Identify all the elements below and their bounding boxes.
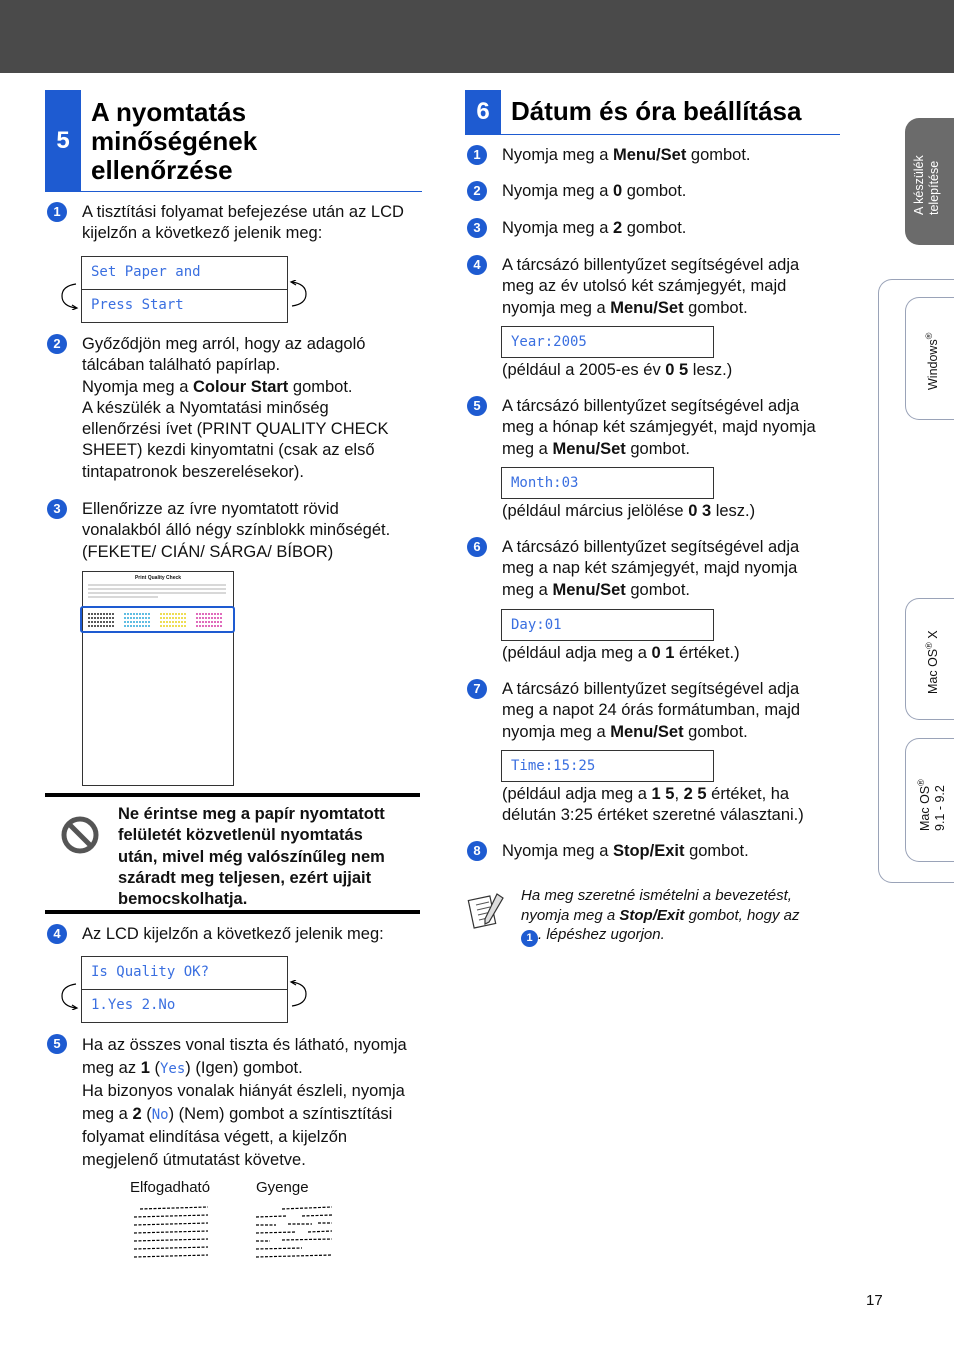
warning-box: [45, 793, 420, 914]
tab-label-sup: ®: [916, 779, 926, 786]
sheet-text-lines-icon: [88, 583, 228, 599]
tab-label-sup: ®: [924, 332, 934, 340]
step-3-text: Nyomja meg a 2 gombot.: [502, 219, 687, 237]
section-5-title: A nyomtatás minőségének ellenőrzése: [91, 97, 258, 185]
top-header-bar: [0, 0, 954, 73]
tab-machine-setup[interactable]: [905, 118, 954, 245]
section-5-number: 5: [45, 90, 81, 191]
tab-mac-os-9[interactable]: [905, 738, 954, 862]
tab-label-sup: ®: [924, 642, 934, 649]
lcd-row-1: Is Quality OK?: [91, 964, 210, 980]
step-2-text: Győződjön meg arról, hogy az adagoló tálcában található papírlap. Nyomja meg a Colour Start gombot. A készülék a Nyomtatási minőség ellenőrzési ívet (PRINT QUALITY CHECK SHEET) kezdi kinyomtatni (csak az első tintapatronok beszerelésekor).: [82, 335, 389, 481]
step-5-text: A tárcsázó billentyűzet segítségével adja meg a hónap két számjegyét, majd nyomja meg a Menu/Set gombot.: [502, 397, 816, 458]
step-7-text: A tárcsázó billentyűzet segítségével adja meg a napot 24 órás formátumban, majd nyomja meg a Menu/Set gombot.: [502, 680, 801, 741]
tab-label: Mac OS: [918, 785, 933, 831]
cycle-arrow-right-icon: [288, 280, 308, 308]
tab-label-line2: telepítése: [927, 160, 941, 215]
cycle-arrow-left-icon: [60, 282, 80, 310]
step-4-text: A tárcsázó billentyűzet segítségével adja meg az év utolsó két számjegyét, majd nyomja meg a Menu/Set gombot.: [502, 256, 800, 317]
step-2-text: Nyomja meg a 0 gombot.: [502, 182, 687, 200]
step-1-text: A tisztítási folyamat befejezése után az LCD kijelzőn a következő jelenik meg:: [82, 203, 404, 243]
step-bullet-3: 3: [47, 499, 67, 519]
step-bullet-7: 7: [467, 679, 487, 699]
step-3-text: Ellenőrizze az ívre nyomtatott rövid vonalakból álló négy színblokk minőségét. (FEKETE/ CIÁN/ SÁRGA/ BÍBOR): [82, 500, 391, 561]
step-4-text: Az LCD kijelzőn a következő jelenik meg:: [82, 925, 384, 943]
note-pencil-icon: [467, 890, 507, 930]
step-bullet-5: 5: [467, 396, 487, 416]
tab-label-line2: 9.1 - 9.2: [933, 785, 948, 831]
lcd-display-1: [81, 256, 288, 323]
step-bullet-2: 2: [47, 334, 67, 354]
step-bullet-1: 1: [47, 202, 67, 222]
section-6-number: 6: [465, 90, 501, 134]
step-bullet-1: 1: [467, 145, 487, 165]
lcd-row-1: Set Paper and: [91, 264, 201, 280]
sheet-title: Print Quality Check: [134, 575, 182, 581]
sample-acceptable-label: Elfogadható: [130, 1179, 211, 1196]
step-bullet-6: 6: [467, 537, 487, 557]
tab-label-line1: A készülék: [912, 155, 926, 215]
section-6-title: Dátum és óra beállítása: [511, 96, 802, 126]
step-4-example: (például a 2005-es év 0 5 lesz.): [502, 361, 733, 379]
step-1-text: Nyomja meg a Menu/Set gombot.: [502, 146, 751, 164]
warning-text: Ne érintse meg a papír nyomtatott felületét közvetlenül nyomtatás után, mivel még valószínűleg nem száradt meg teljesen, ezért ujjait bemocskolhatja.: [118, 805, 385, 909]
tab-label-post: X: [926, 630, 941, 643]
color-block-pattern-icon: [82, 608, 233, 631]
section-6-header: [465, 90, 840, 135]
lcd-day: Day:01: [501, 609, 714, 641]
prohibited-icon: [60, 815, 100, 855]
step-5-example: (például március jelölése 0 3 lesz.): [502, 502, 756, 520]
tab-label: Windows: [926, 339, 941, 390]
step-6-example: (például adja meg a 0 1 értéket.): [502, 644, 740, 662]
sample-acceptable-lines-icon: [130, 1205, 210, 1260]
cycle-arrow-left-icon: [60, 982, 80, 1010]
lcd-row-2: 1.Yes 2.No: [82, 989, 287, 1022]
lcd-time: Time:15:25: [501, 750, 714, 782]
lcd-year: Year:2005: [501, 326, 714, 358]
step-bullet-4: 4: [467, 255, 487, 275]
cycle-arrow-right-icon: [288, 980, 308, 1008]
step-bullet-2: 2: [467, 181, 487, 201]
step-6-text: A tárcsázó billentyűzet segítségével adja meg a nap két számjegyét, majd nyomja meg a Menu/Set gombot.: [502, 538, 800, 599]
lcd-month: Month:03: [501, 467, 714, 499]
sample-poor-label: Gyenge: [256, 1179, 309, 1196]
step-bullet-3: 3: [467, 218, 487, 238]
page-number: 17: [866, 1292, 883, 1309]
tab-mac-os-x[interactable]: [905, 598, 954, 720]
step-bullet-4: 4: [47, 924, 67, 944]
quality-check-sheet: [82, 571, 234, 786]
lcd-display-2: [81, 956, 288, 1023]
step-7-example: (például adja meg a 1 5, 2 5 értéket, ha délután 3:25 értéket szeretné választani.): [502, 785, 804, 825]
lcd-row-2: Press Start: [82, 289, 287, 322]
step-8-text: Nyomja meg a Stop/Exit gombot.: [502, 842, 749, 860]
section-5-header: [45, 90, 422, 192]
step-bullet-8: 8: [467, 841, 487, 861]
note-step-bullet: 1: [521, 930, 538, 947]
step-5-text: Ha az összes vonal tiszta és látható, nyomja meg az 1 (Yes) (Igen) gombot. Ha bizonyos vonalak hiányát észleli, nyomja meg a 2 (No) (Nem) gombot a színtisztítási folyamat elindítása végett, a kijelzőn megjelenő útmutatást követve.: [82, 1036, 407, 1169]
sample-poor-lines-icon: [252, 1205, 334, 1260]
highlight-color-blocks: [80, 606, 235, 633]
tab-label: Mac OS: [926, 648, 941, 694]
tab-windows[interactable]: [905, 297, 954, 420]
step-bullet-5: 5: [47, 1034, 67, 1054]
note-text: Ha meg szeretné ismételni a bevezetést, nyomja meg a Stop/Exit gombot, hogy az 1 . lépéshez ugorjon.: [521, 886, 799, 947]
